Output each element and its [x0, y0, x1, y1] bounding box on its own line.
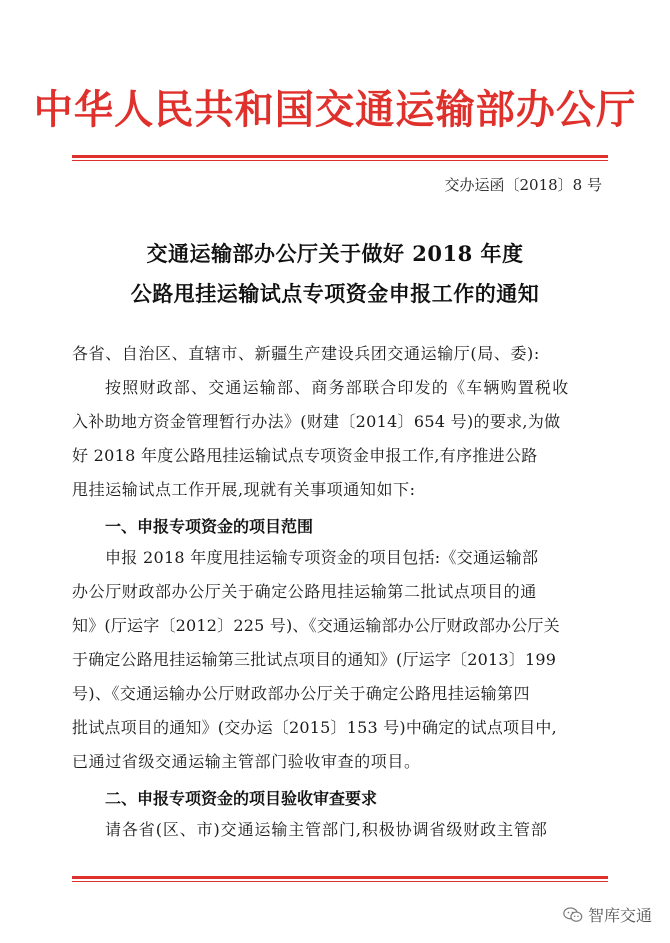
header-red-rule [72, 155, 608, 158]
section-1-line: 办公厅财政部办公厅关于确定公路甩挂运输第二批试点项目的通 [72, 582, 537, 601]
section-1-line: 于确定公路甩挂运输第三批试点项目的通知》(厅运字〔2013〕199 [72, 650, 557, 669]
section-1-line: 批试点项目的通知》(交办运〔2015〕153 号)中确定的试点项目中, [72, 718, 557, 737]
footer-red-rule-thin [72, 881, 608, 882]
intro-line: 甩挂运输试点工作开展,现就有关事项通知如下: [72, 480, 416, 499]
section-1-line: 已通过省级交通运输主管部门验收审查的项目。 [72, 752, 421, 771]
section-1-line: 申报 2018 年度甩挂运输专项资金的项目包括:《交通运输部 [105, 548, 539, 567]
document-number: 交办运函〔2018〕8 号 [444, 176, 602, 194]
document-title-line-2: 公路甩挂运输试点专项资金申报工作的通知 [130, 281, 540, 306]
intro-line: 好 2018 年度公路甩挂运输试点专项资金申报工作,有序推进公路 [72, 446, 538, 465]
section-1-line: 知》(厅运字〔2012〕225 号)、《交通运输部办公厅财政部办公厅关 [72, 616, 560, 635]
intro-line: 入补助地方资金管理暂行办法》(财建〔2014〕654 号)的要求,为做 [72, 412, 561, 431]
document-title-line-1: 交通运输部办公厅关于做好 2018 年度 [146, 241, 524, 266]
footer-red-rule [72, 876, 608, 879]
source-watermark [563, 903, 652, 926]
section-2-heading: 二、申报专项资金的项目验收审查要求 [105, 789, 378, 808]
salutation: 各省、自治区、直辖市、新疆生产建设兵团交通运输厅(局、委): [72, 344, 540, 363]
section-2-line: 请各省(区、市)交通运输主管部门,积极协调省级财政主管部 [105, 820, 548, 839]
intro-line: 按照财政部、交通运输部、商务部联合印发的《车辆购置税收 [105, 378, 570, 397]
watermark-text: 智库交通 [587, 906, 652, 925]
issuer-header: 中华人民共和国交通运输部办公厅 [33, 86, 637, 133]
section-1-line: 号)、《交通运输办公厅财政部办公厅关于确定公路甩挂运输第四 [72, 684, 530, 703]
wechat-icon [563, 906, 583, 924]
section-1-heading: 一、申报专项资金的项目范围 [105, 517, 314, 536]
header-red-rule-thin [72, 160, 608, 161]
